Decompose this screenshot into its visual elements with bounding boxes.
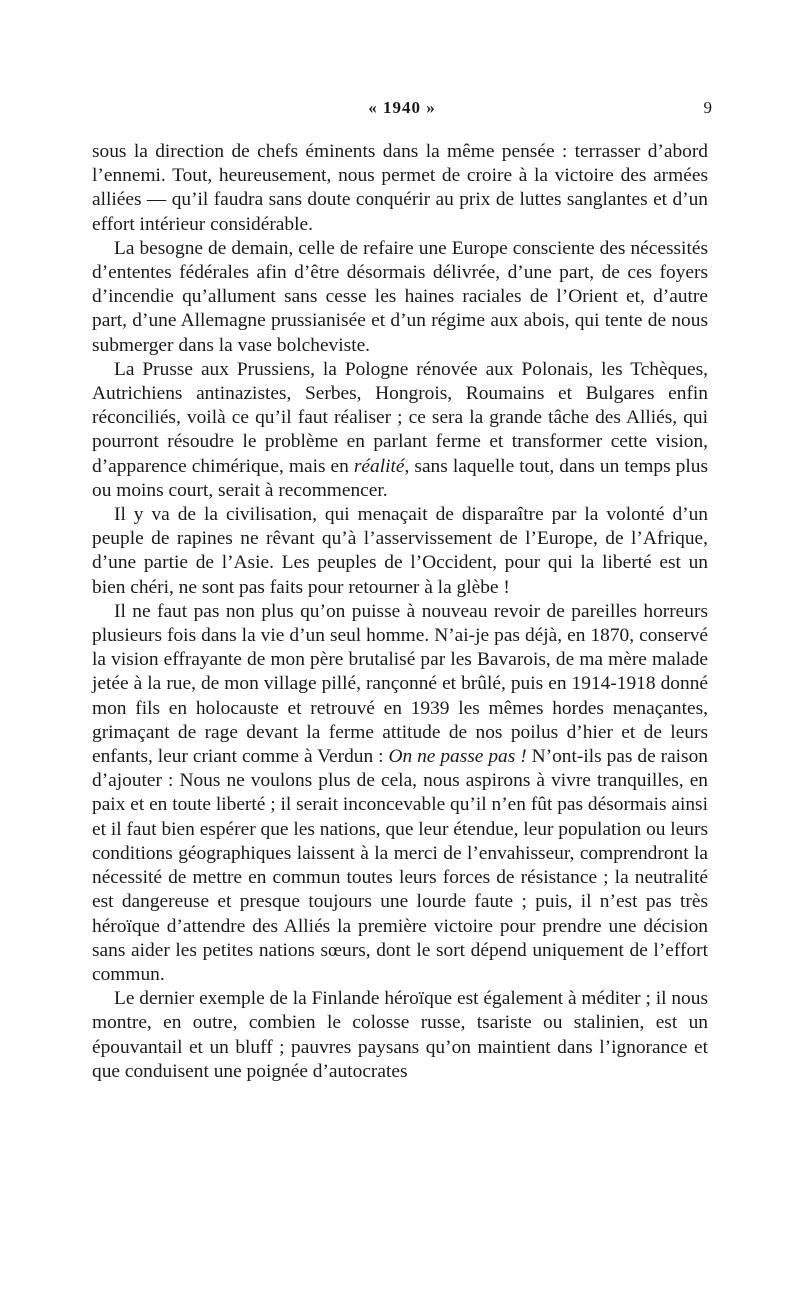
paragraph-2 <box>92 237 708 358</box>
text-segment: Il ne faut pas non plus qu’on puisse à nouveau revoir de pareilles horreurs plusieurs fois dans la vie d’un seul homme. N’ai-je pas déjà, en 1870, conservé la vision effrayante de mon père brutalisé par les Bavarois, de ma mère malade jetée à la rue, de mon village pillé, rançonné et brûlé, puis en 1914-1918 donné mon fils en holocauste et retrouvé en 1939 les mêmes hordes menaçantes, grimaçant de rage devant la ferme attitude de nos poilus d’hier et de leurs enfants, leur criant comme à Verdun : <box>92 600 708 768</box>
body-text <box>92 140 708 1084</box>
paragraph-6 <box>92 987 708 1084</box>
page-number: 9 <box>703 98 712 117</box>
italic-text-segment: On ne passe pas ! <box>388 746 527 768</box>
paragraph-3 <box>92 358 708 503</box>
text-segment: La besogne de demain, celle de refaire une Europe consciente des nécessités d’ententes fédérales afin d’être désormais délivrée, d’une part, de ces foyers d’incendie qu’allument sans cesse les haines raciales de l’Orient et, d’autre part, d’une Allemagne prussianisée et d’un régime aux abois, qui tente de nous submerger dans la vase bolcheviste. <box>92 237 708 356</box>
italic-text-segment: réalité <box>353 455 405 477</box>
text-segment: sous la direction de chefs éminents dans la même pensée : terrasser d’abord l’ennemi. Tout, heureusement, nous permet de croire à la victoire des armées alliées — qu’il faudra sans doute conquérir au prix de luttes sanglantes et d’un effort intérieur considérable. <box>92 141 708 235</box>
paragraph-1 <box>92 140 708 237</box>
running-title: « 1940 » <box>368 98 436 117</box>
text-segment: N’ont-ils pas de raison d’ajouter : Nous ne voulons plus de cela, nous aspirons à vivre tranquilles, en paix et en toute liberté ; il serait inconcevable qu’il n’en fût pas désormais ainsi et il faut bien espérer que les nations, que leur étendue, leur population ou leurs conditions géographiques laissent à la merci de l’envahisseur, comprendront la nécessité de mettre en commun toutes leurs forces de résistance ; la neutralité est dangereuse et presque toujours une lourde faute ; puis, il n’est pas très héroïque d’attendre des Alliés la première victoire pour prendre une décision sans aider les petites nations sœurs, dont le sort dépend uniquement de l’effort commun. <box>92 746 708 985</box>
page-header <box>92 98 712 128</box>
text-segment: Il y va de la civilisation, qui menaçait de disparaître par la volonté d’un peuple de rapines ne rêvant qu’à l’asservissement de l’Europe, de l’Afrique, d’une partie de l’Asie. Les peuples de l’Occident, pour qui la liberté est un bien chéri, ne sont pas faits pour retourner à la glèbe ! <box>92 504 708 598</box>
paragraph-5 <box>92 600 708 987</box>
text-segment: Le dernier exemple de la Finlande héroïque est également à méditer ; il nous montre, en outre, combien le colosse russe, tsariste ou stalinien, est un épouvantail et un bluff ; pauvres paysans qu’on maintient dans l’ignorance et que conduisent une poignée d’autocrates <box>92 988 708 1082</box>
paragraph-4 <box>92 503 708 600</box>
text-segment: , sans laquelle tout, dans un temps plus ou moins court, serait à recommencer. <box>92 455 708 501</box>
text-segment: La Prusse aux Prussiens, la Pologne rénovée aux Polonais, les Tchèques, Autrichiens antinazistes, Serbes, Hongrois, Roumains et Bulgares enfin réconciliés, voilà ce qu’il faut réaliser ; ce sera la grande tâche des Alliés, qui pourront résoudre le problème en parlant ferme et transformer cette vision, d’apparence chimérique, mais en <box>92 358 708 477</box>
